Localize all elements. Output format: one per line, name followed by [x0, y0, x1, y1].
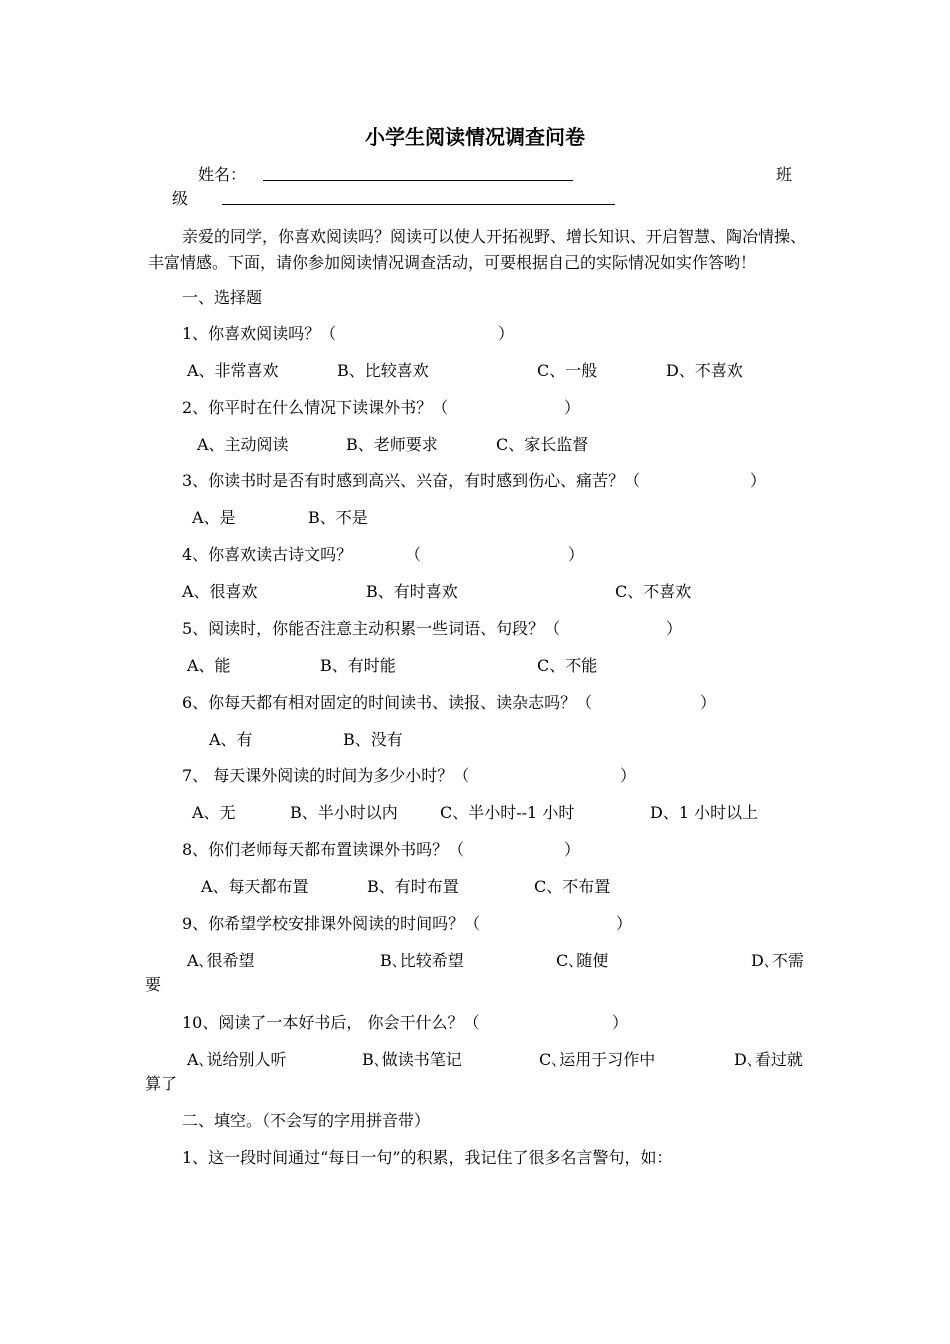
- q9-option-b[interactable]: B､比较希望: [380, 951, 464, 970]
- q2-option-c[interactable]: C、家长监督: [496, 435, 589, 454]
- q6-option-a[interactable]: A、有: [209, 730, 253, 749]
- q3-option-a[interactable]: A、是: [192, 508, 236, 527]
- class-label-part2: 级: [172, 189, 189, 208]
- q10-option-d-wrap: 算了: [145, 1074, 178, 1093]
- question-2-paren-close: ）: [564, 398, 581, 417]
- question-6-paren-close: ）: [700, 693, 717, 712]
- question-7: 7、 每天课外阅读的时间为多少小时？（: [182, 766, 470, 785]
- q6-option-b[interactable]: B、没有: [343, 730, 403, 749]
- question-8: 8、你们老师每天都布置读课外书吗？（: [182, 840, 465, 859]
- q7-option-b[interactable]: B、半小时以内: [290, 803, 398, 822]
- q1-option-a[interactable]: A、非常喜欢: [187, 361, 279, 380]
- q9-option-d[interactable]: D､不需: [751, 951, 804, 970]
- question-1: 1、你喜欢阅读吗？（: [182, 324, 337, 343]
- q8-option-c[interactable]: C、不布置: [534, 877, 611, 896]
- q8-option-b[interactable]: B、有时布置: [367, 877, 459, 896]
- q2-option-a[interactable]: A、主动阅读: [197, 435, 289, 454]
- q8-option-a[interactable]: A、每天都布置: [201, 877, 309, 896]
- fill-question-1: 1、这一段时间通过“每日一句”的积累，我记住了很多名言警句，如：: [182, 1148, 673, 1167]
- question-6: 6、你每天都有相对固定的时间读书、读报、读杂志吗？（: [182, 693, 593, 712]
- question-10: 10、阅读了一本好书后， 你会干什么？（: [182, 1013, 480, 1032]
- question-5: 5、阅读时，你能否注意主动积累一些词语、句段？（: [182, 619, 561, 638]
- q1-option-d[interactable]: D、不喜欢: [666, 361, 743, 380]
- question-3-paren-close: ）: [750, 471, 767, 490]
- q9-option-d-wrap: 要: [145, 975, 162, 994]
- q10-option-b[interactable]: B､做读书笔记: [362, 1050, 462, 1069]
- question-7-paren-close: ）: [620, 766, 637, 785]
- q4-option-b[interactable]: B、有时喜欢: [366, 582, 458, 601]
- q4-option-a[interactable]: A、很喜欢: [182, 582, 258, 601]
- name-underline[interactable]: [263, 180, 573, 181]
- question-10-paren-close: ）: [612, 1013, 629, 1032]
- q9-option-c[interactable]: C､随便: [556, 951, 609, 970]
- question-8-paren-close: ）: [564, 840, 581, 859]
- section-choice-heading: 一、选择题: [182, 288, 263, 307]
- q7-option-a[interactable]: A、无: [192, 803, 236, 822]
- q7-option-d[interactable]: D、1 小时以上: [650, 803, 759, 822]
- question-4-paren-open: （: [405, 545, 422, 564]
- q5-option-c[interactable]: C、不能: [537, 656, 598, 675]
- intro-paragraph: 亲爱的同学，你喜欢阅读吗？阅读可以使人开拓视野、增长知识、开启智慧、陶冶情操、丰富情感。下面，请你参加阅读情况调查活动，可要根据自己的实际情况如实作答哟！: [148, 227, 807, 272]
- question-3: 3、你读书时是否有时感到高兴、兴奋，有时感到伤心、痛苦？（: [182, 471, 641, 490]
- class-underline[interactable]: [222, 204, 615, 205]
- question-4: 4、你喜欢读古诗文吗？: [182, 545, 353, 564]
- question-9: 9、你希望学校安排课外阅读的时间吗？（: [182, 914, 481, 933]
- class-label-part1: 班: [776, 165, 793, 184]
- section-fill-heading: 二、填空。（不会写的字用拼音带）: [182, 1111, 431, 1130]
- q4-option-c[interactable]: C、不喜欢: [615, 582, 692, 601]
- q5-option-b[interactable]: B、有时能: [320, 656, 396, 675]
- page-title: 小学生阅读情况调查问卷: [365, 125, 585, 149]
- q3-option-b[interactable]: B、不是: [308, 508, 368, 527]
- question-2: 2、你平时在什么情况下读课外书？（: [182, 398, 449, 417]
- q10-option-a[interactable]: A､说给别人听: [187, 1050, 287, 1069]
- question-4-paren-close: ）: [568, 545, 585, 564]
- q1-option-b[interactable]: B、比较喜欢: [337, 361, 429, 380]
- q10-option-c[interactable]: C､运用于习作中: [539, 1050, 656, 1069]
- q9-option-a[interactable]: A､很希望: [187, 951, 255, 970]
- q2-option-b[interactable]: B、老师要求: [346, 435, 438, 454]
- question-1-paren-close: ）: [498, 324, 515, 343]
- name-label: 姓名：: [198, 165, 247, 184]
- question-9-paren-close: ）: [616, 914, 633, 933]
- q7-option-c[interactable]: C、半小时--1 小时: [440, 803, 575, 822]
- question-5-paren-close: ）: [666, 619, 683, 638]
- q10-option-d[interactable]: D､看过就: [734, 1050, 803, 1069]
- q1-option-c[interactable]: C、一般: [537, 361, 598, 380]
- q5-option-a[interactable]: A、能: [187, 656, 231, 675]
